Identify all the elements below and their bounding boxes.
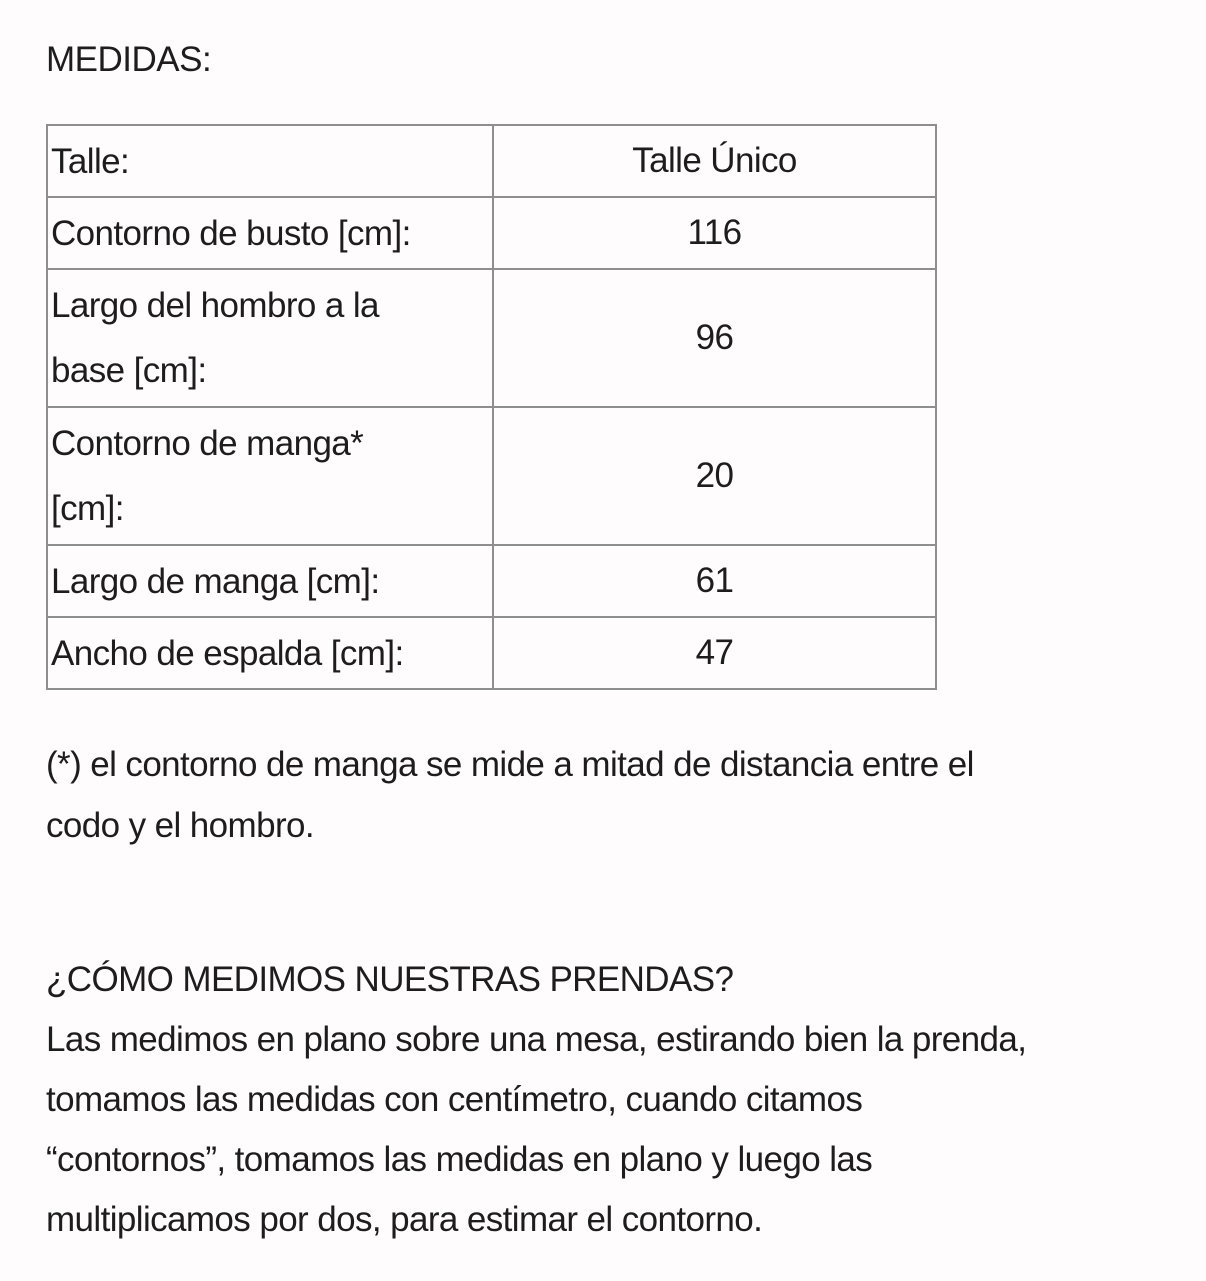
footnote-line: codo y el hombro.: [46, 806, 315, 845]
row-label-contorno-busto: Contorno de busto [cm]:: [47, 197, 493, 269]
row-value-talle: Talle Único: [493, 125, 936, 197]
paragraph-line: “contornos”, tomamos las medidas en plano y luego las: [46, 1140, 873, 1179]
row-label-ancho-espalda: Ancho de espalda [cm]:: [47, 617, 493, 689]
row-label-talle: Talle:: [47, 125, 493, 197]
row-value-contorno-manga: 20: [493, 407, 936, 545]
table-row: [47, 617, 936, 689]
paragraph-line: Las medimos en plano sobre una mesa, estirando bien la prenda,: [46, 1020, 1027, 1059]
table-row: [47, 545, 936, 617]
row-label-contorno-manga: [47, 407, 493, 545]
section-heading-medidas: MEDIDAS:: [46, 40, 212, 79]
row-label-line: base [cm]:: [51, 351, 207, 390]
section-heading-como-medimos: ¿CÓMO MEDIMOS NUESTRAS PRENDAS?: [46, 960, 734, 999]
row-value-largo-hombro-base: 96: [493, 269, 936, 407]
footnote-line: (*) el contorno de manga se mide a mitad de distancia entre el: [46, 745, 974, 784]
paragraph-line: tomamos las medidas con centímetro, cuando citamos: [46, 1080, 863, 1119]
row-value-ancho-espalda: 47: [493, 617, 936, 689]
table-row: [47, 407, 936, 545]
row-value-contorno-busto: 116: [493, 197, 936, 269]
row-label-line: [cm]:: [51, 489, 124, 528]
table-row: [47, 269, 936, 407]
paragraph-line: multiplicamos por dos, para estimar el contorno.: [46, 1200, 763, 1239]
row-value-largo-manga: 61: [493, 545, 936, 617]
row-label-line: Contorno de manga*: [51, 424, 364, 463]
row-label-largo-hombro-base: [47, 269, 493, 407]
size-table: [46, 124, 937, 690]
table-row: [47, 125, 936, 197]
how-we-measure-paragraph: [46, 1010, 1156, 1250]
row-label-line: Largo del hombro a la: [51, 286, 379, 325]
footnote: [46, 734, 1146, 856]
table-row: [47, 197, 936, 269]
row-label-largo-manga: Largo de manga [cm]:: [47, 545, 493, 617]
